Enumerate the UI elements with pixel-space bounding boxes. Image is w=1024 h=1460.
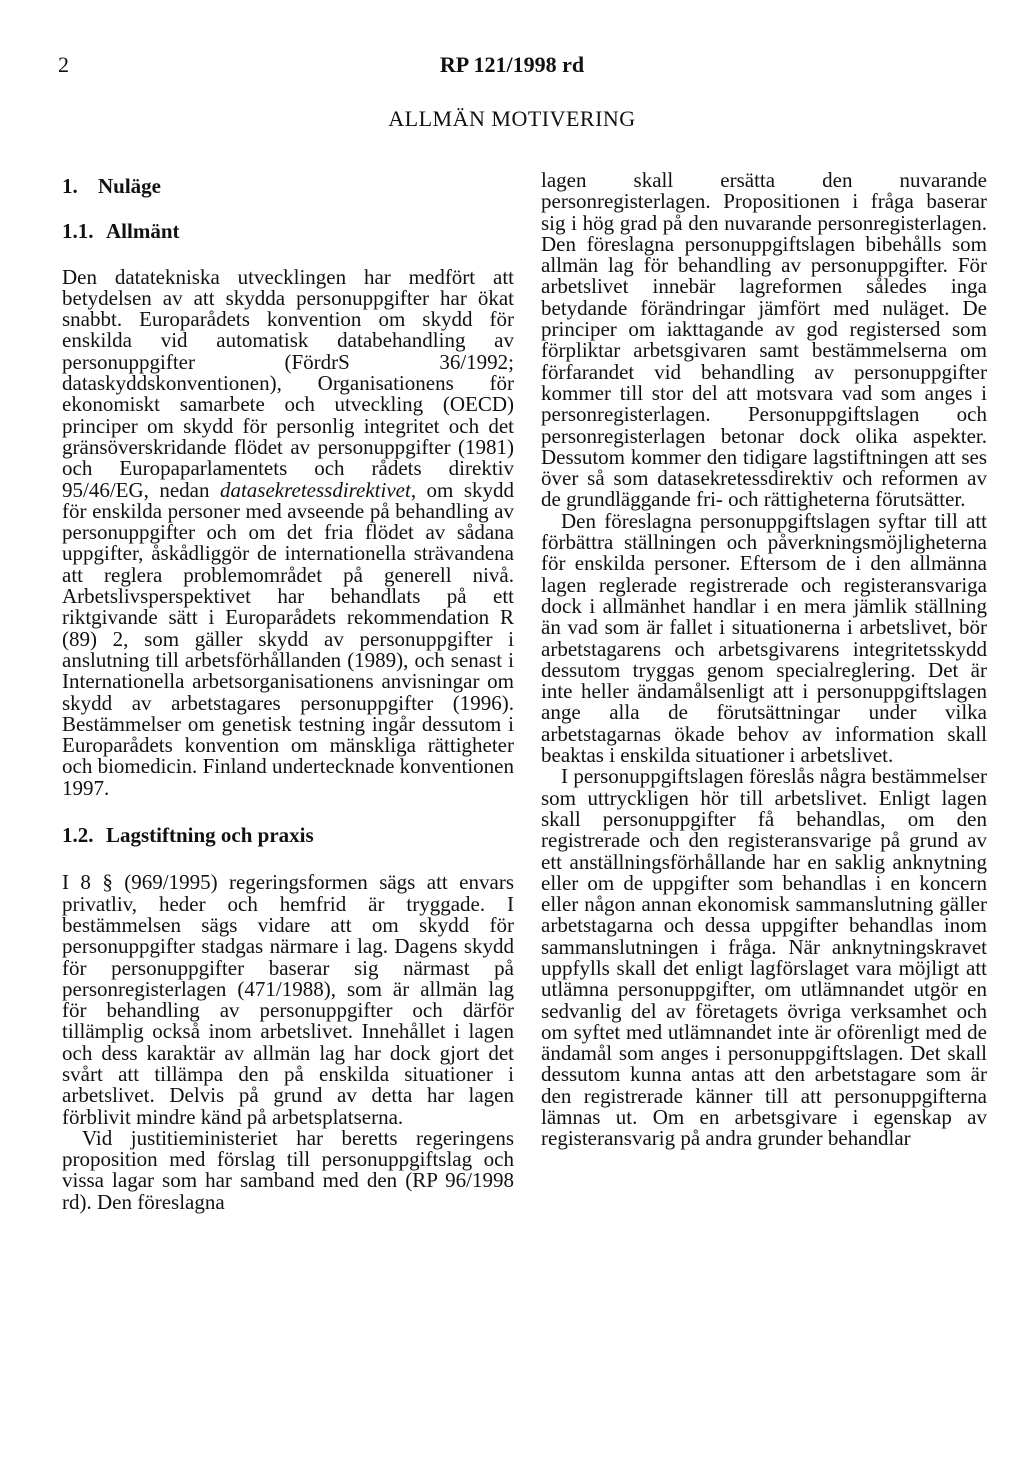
paragraph: Den föreslagna personuppgiftslagen syftar till att förbättra ställningen och påverkningsmöjligheterna för enskilda personer. Eftersom de i den allmänna lagen reglerade registrerade och registeransvariga dock i allmänhet handlar i en mera jämlik ställning än vad som är fallet i situationerna i arbetslivet, bör arbetstagarens och arbetsgivarens integritetsskydd dessutom tryggas genom specialreglering. Det är inte heller ändamålsenligt att i personuppgiftslagen ange alla de förutsättningar under vilka arbetstagarnas ökade behov av information skall beaktas i enskilda situationer i arbetslivet. bbox=[541, 508, 987, 768]
heading-1 bbox=[62, 176, 514, 197]
left-column bbox=[62, 170, 514, 1213]
paragraph: Vid justitieministeriet har beretts regeringens proposition med förslag till personuppgiftslag och vissa lagar som har samband med den (RP 96/1998 rd). Den föreslagna bbox=[62, 1125, 514, 1214]
heading-title: Lagstiftning och praxis bbox=[106, 823, 314, 848]
heading-number: 1.2. bbox=[62, 823, 94, 848]
heading-1-2 bbox=[62, 825, 514, 846]
italic-term: datasekretessdirektivet bbox=[219, 477, 411, 502]
right-column bbox=[541, 170, 987, 1150]
paragraph: I personuppgiftslagen föreslås några bestämmelser som uttryckligen hör till arbetslivet. Enligt lagen skall personuppgifter få behandlas, om den registrerade och den registeransvarige på grund av ett anställningsförhållande har en saklig anknytning eller om de uppgifter som behandlas i en koncern eller någon annan ekonomisk sammanslutning gäller arbetstagarna och dessa uppgifter behandlas inom sammanslutningen i fråga. När anknytningskravet uppfylls skall det enligt lagförslaget vara möjligt att utlämna personuppgifter, om utlämnandet utgör en sedvanlig del av företagets övriga verksamhet och om syftet med utlämnandet inte är oförenligt med de ändamål som anges i personuppgiftslagen. Det skall dessutom kunna antas att den arbetstagare som är den registrerade känner till att personuppgifterna lämnas ut. Om en arbetsgivare i egenskap av registeransvarig på andra grunder behandlar bbox=[541, 764, 987, 1151]
heading-number: 1. bbox=[62, 174, 78, 198]
heading-1-1 bbox=[62, 221, 514, 242]
paragraph: I 8 § (969/1995) regeringsformen sägs att envars privatliv, heder och hemfrid är tryggade. I bestämmelsen sägs vidare att om skydd för personuppgifter stadgas närmare i lag. Dagens skydd för personuppgifter baserar sig närmast på personregisterlagen (471/1988), som är allmän lag för behandling av personuppgifter och därför tillämplig också inom arbetslivet. Innehållet i lagen och dess karaktär av allmän lag har dock gjort det svårt att tillämpa den på enskilda situationer i arbetslivet. Delvis på grund av detta har lagen förblivit mindre känd på arbetsplatserna. bbox=[62, 870, 514, 1129]
text-run: , om skydd för enskilda personer med avseende på behandling av personuppgifter och om det fria flödet av sådana uppgifter, åskådliggör de internationella strävandena att reglera problemområdet på generell nivå. Arbetslivsperspektivet har behandlats på ett riktgivande sätt i Europarådets rekommendation R (89) 2, som gäller skydd av personuppgifter i anslutning till arbetsförhållanden (1989), och senast i Internationella arbetsorganisationens anvisningar om skydd av arbetstagares personuppgifter (1996). Bestämmelser om genetisk testning ingår dessutom i Europarådets konvention om mänskliga rättigheter och biomedicin. Finland undertecknade konventionen 1997. bbox=[62, 477, 514, 800]
heading-number: 1.1. bbox=[62, 219, 94, 244]
heading-title: Allmänt bbox=[106, 219, 180, 244]
running-head: RP 121/1998 rd bbox=[439, 52, 585, 77]
heading-title: Nuläge bbox=[98, 174, 161, 198]
page-number: 2 bbox=[58, 52, 69, 77]
paragraph: lagen skall ersätta den nuvarande personregisterlagen. Propositionen i fråga baserar sig i hög grad på den nuvarande personregisterlagen. Den föreslagna personuppgiftslagen bibehålls som allmän lag för behandling av personuppgifter. För arbetslivet innebär lagreformen således inga betydande förändringar jämfört med nuläget. De principer om iakttagande av god registersed som förpliktar arbetsgivaren samt bestämmelserna om förfarandet vid behandling av personuppgifter kommer till stor del att motsvara vad som anges i personregisterlagen. Personuppgiftslagen och personregisterlagen betonar dock olika aspekter. Dessutom kommer den tidigare lagstiftningen att ses över så som datasekretessdirektiv och reformen av de grundläggande fri- och rättigheterna förutsätter. bbox=[541, 168, 987, 512]
paragraph bbox=[62, 264, 514, 800]
text-run: Den datatekniska utvecklingen har medfört att betydelsen av att skydda personuppgifter har ökat snabbt. Europarådets konvention om skydd för enskilda vid automatisk databehandling av personuppgifter (FördrS 36/1992; dataskyddskonventionen), Organisationens för ekonomiskt samarbete och utveckling (OECD) principer om skydd för personlig integritet och det gränsöverskridande flödet av personuppgifter (1981) och Europaparlamentets och rådets direktiv 95/46/EG, nedan bbox=[62, 264, 514, 502]
section-title: ALLMÄN MOTIVERING bbox=[388, 106, 636, 131]
